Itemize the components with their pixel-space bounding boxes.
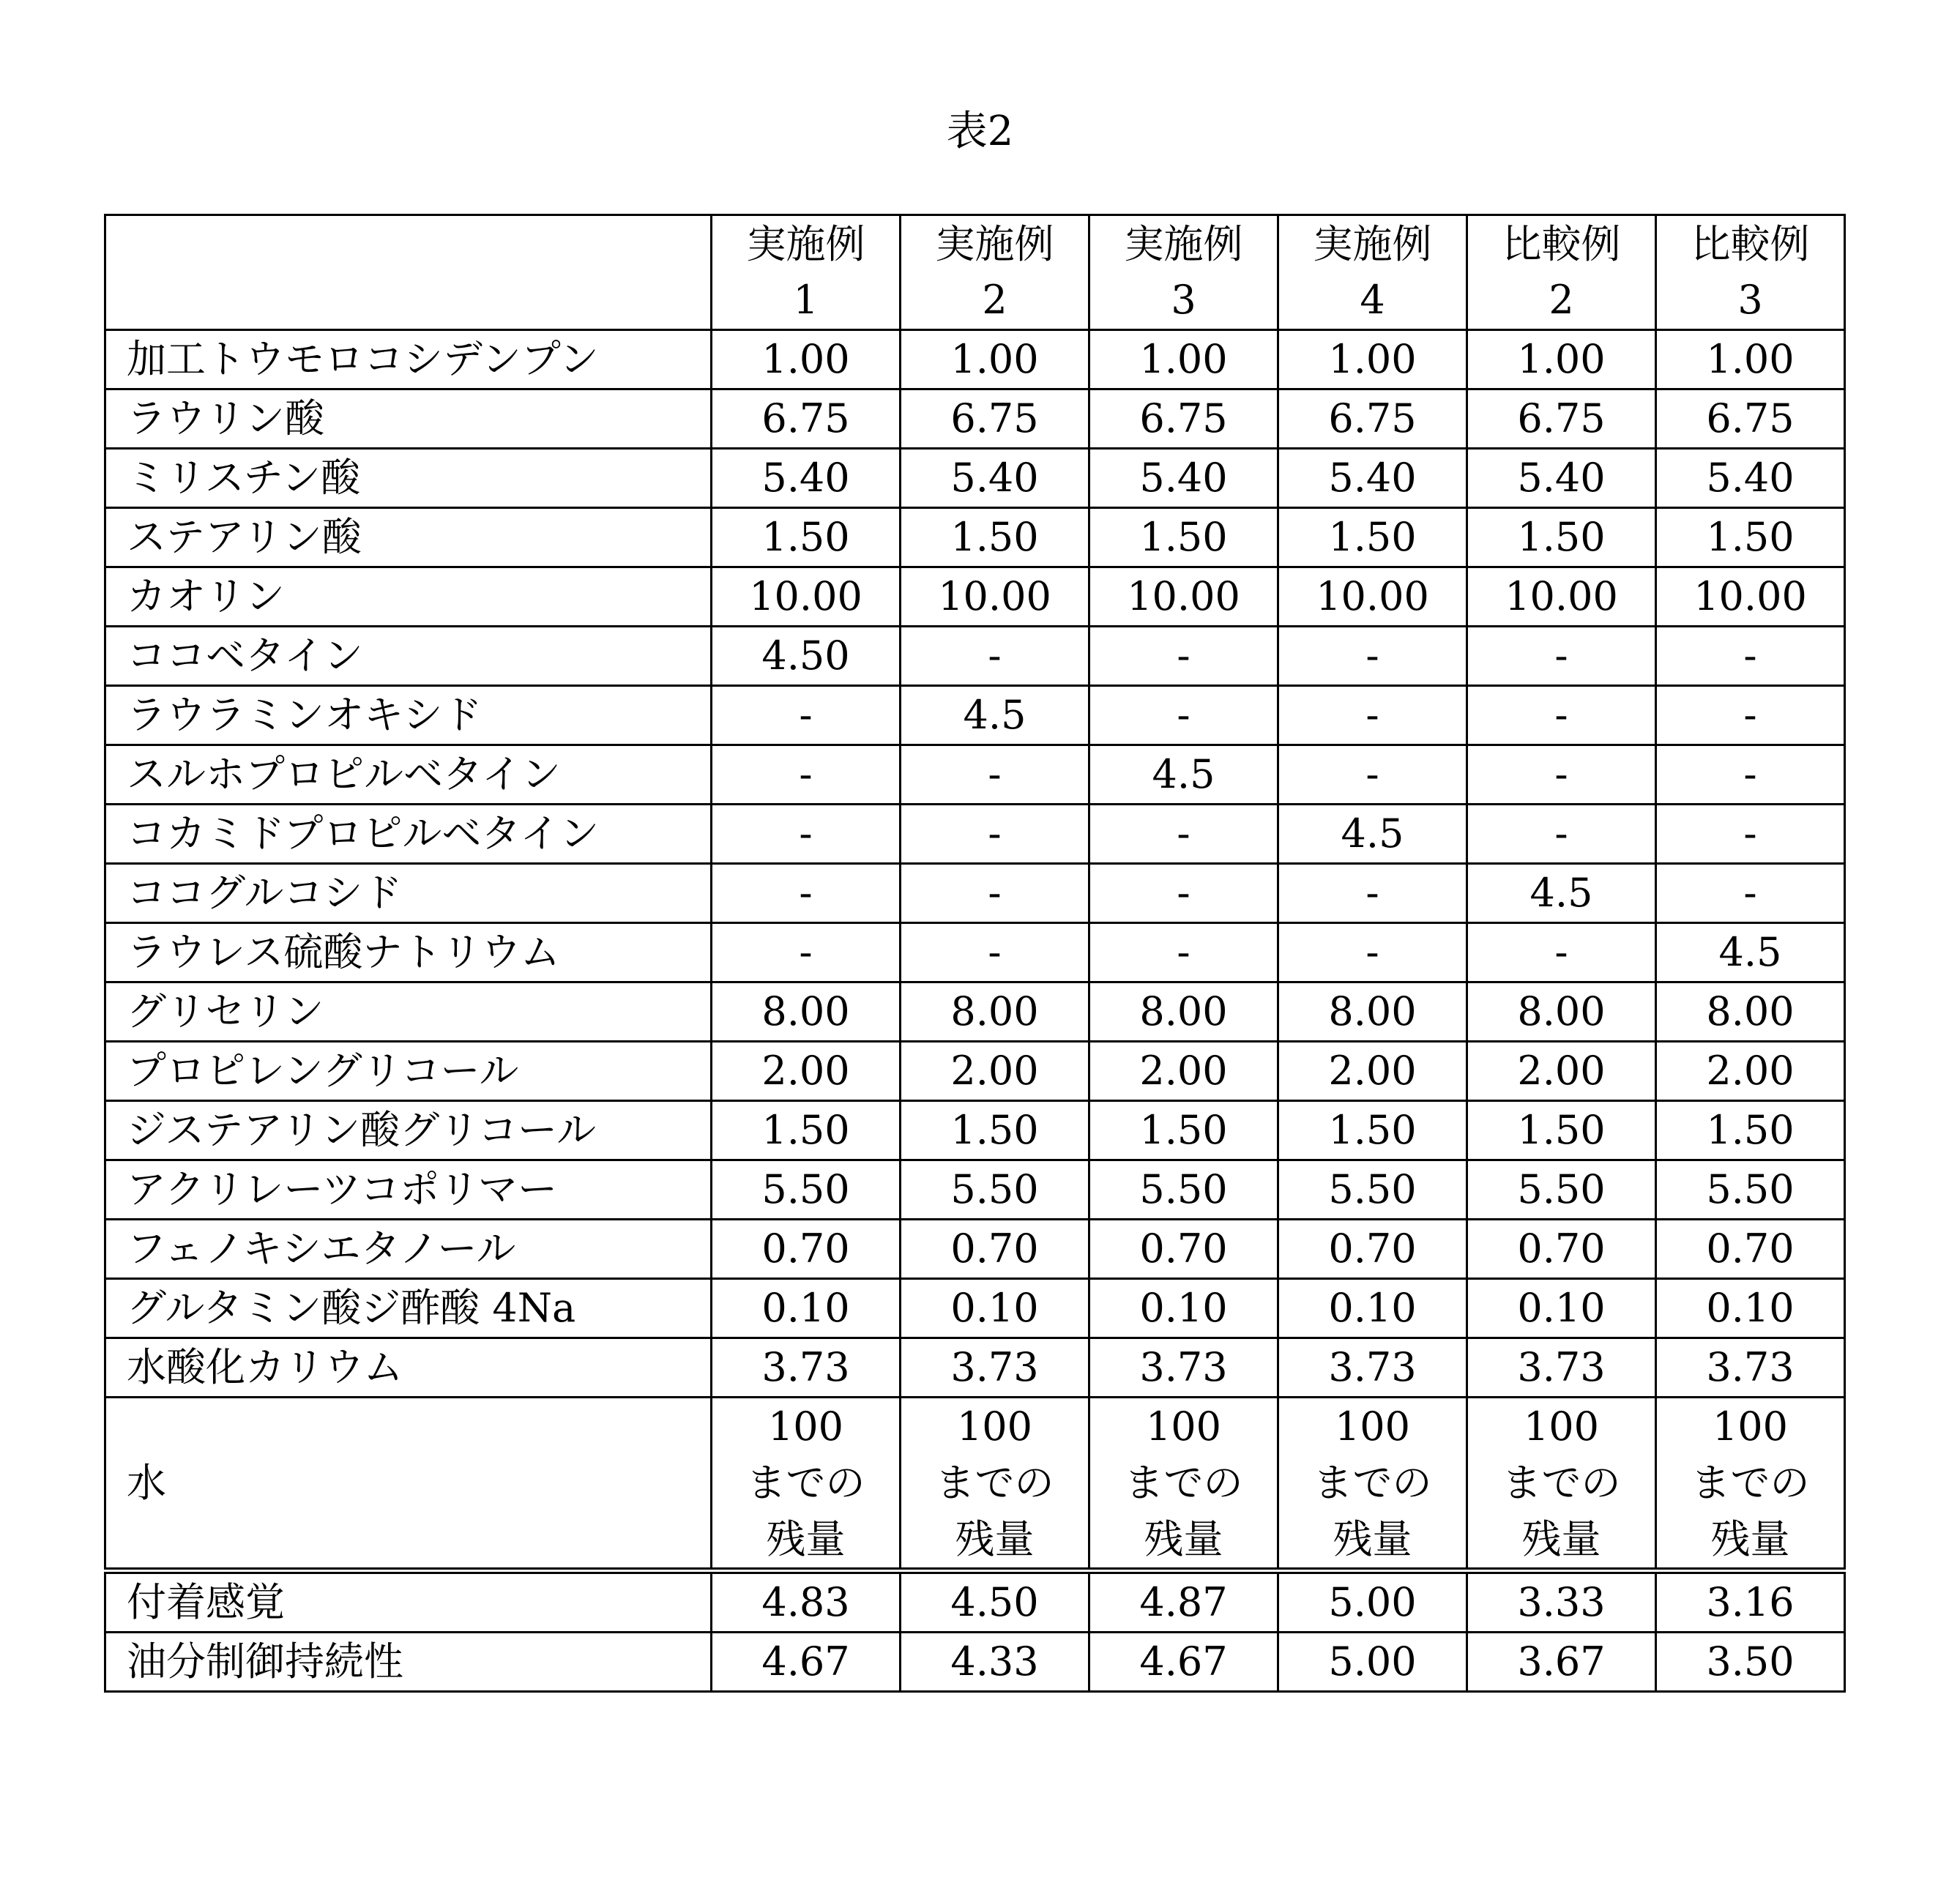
value-cell: - — [1656, 864, 1845, 923]
value-cell: 10.00 — [901, 567, 1089, 627]
value-cell: 2.00 — [1278, 1042, 1467, 1101]
value-cell: 4.5 — [1089, 745, 1278, 805]
result-row — [105, 1633, 1845, 1692]
column-header-number: 3 — [1737, 277, 1763, 323]
value-cell: 4.87 — [1089, 1571, 1278, 1633]
value-cell: - — [901, 745, 1089, 805]
row-label: 付着感覚 — [105, 1571, 712, 1633]
ingredient-row — [105, 982, 1845, 1042]
value-cell: 1.50 — [712, 508, 901, 567]
ingredient-row — [105, 1042, 1845, 1101]
water-value-line2: までの — [1691, 1460, 1810, 1506]
value-cell: 1.00 — [901, 330, 1089, 389]
ingredient-row — [105, 1220, 1845, 1279]
value-cell: 1.50 — [1278, 508, 1467, 567]
value-cell: 0.10 — [901, 1279, 1089, 1338]
ingredient-row — [105, 864, 1845, 923]
value-cell: 5.50 — [712, 1160, 901, 1220]
value-cell: - — [1467, 923, 1656, 982]
value-cell: 2.00 — [901, 1042, 1089, 1101]
value-cell: - — [712, 745, 901, 805]
water-value-line1: 100 — [1334, 1403, 1411, 1450]
value-cell: 0.10 — [712, 1279, 901, 1338]
column-header — [1467, 215, 1656, 330]
value-cell: 1.00 — [1278, 330, 1467, 389]
value-cell: 2.00 — [712, 1042, 901, 1101]
value-cell: 5.40 — [1656, 449, 1845, 508]
column-header-type: 比較例 — [1502, 221, 1621, 267]
row-label: フェノキシエタノール — [105, 1220, 712, 1279]
value-cell: 0.70 — [1089, 1220, 1278, 1279]
value-cell: - — [712, 686, 901, 745]
value-cell: 1.50 — [1467, 1101, 1656, 1160]
value-cell: 4.83 — [712, 1571, 901, 1633]
value-cell: 3.16 — [1656, 1571, 1845, 1633]
value-cell: - — [1278, 686, 1467, 745]
water-value-line3: 残量 — [1333, 1516, 1412, 1562]
value-cell: - — [1089, 923, 1278, 982]
column-header-number: 4 — [1360, 277, 1385, 323]
value-cell: 5.00 — [1278, 1633, 1467, 1692]
value-cell: 10.00 — [1467, 567, 1656, 627]
value-cell: 0.70 — [1656, 1220, 1845, 1279]
row-label: カオリン — [105, 567, 712, 627]
value-cell: 1.50 — [1089, 1101, 1278, 1160]
water-value-cell — [901, 1398, 1089, 1571]
value-cell: - — [1467, 686, 1656, 745]
value-cell: 6.75 — [1089, 389, 1278, 449]
value-cell: 10.00 — [1278, 567, 1467, 627]
value-cell: 8.00 — [1089, 982, 1278, 1042]
column-header-type: 実施例 — [935, 221, 1054, 267]
value-cell: 4.5 — [1278, 805, 1467, 864]
ingredient-row — [105, 745, 1845, 805]
ingredient-row — [105, 686, 1845, 745]
value-cell: - — [1467, 745, 1656, 805]
value-cell: 5.50 — [1278, 1160, 1467, 1220]
value-cell: - — [1089, 805, 1278, 864]
value-cell: - — [1656, 805, 1845, 864]
water-value-line2: までの — [1502, 1460, 1621, 1506]
column-header — [1278, 215, 1467, 330]
value-cell: 1.00 — [1089, 330, 1278, 389]
ingredient-row — [105, 1160, 1845, 1220]
column-header-number: 2 — [1549, 277, 1574, 323]
value-cell: 3.73 — [1278, 1338, 1467, 1398]
value-cell: - — [901, 627, 1089, 686]
column-header-number: 3 — [1171, 277, 1196, 323]
water-value-line1: 100 — [1145, 1403, 1222, 1450]
value-cell: 5.50 — [1089, 1160, 1278, 1220]
value-cell: 0.70 — [1467, 1220, 1656, 1279]
value-cell: - — [712, 805, 901, 864]
formulation-table — [104, 214, 1846, 1693]
value-cell: 5.40 — [1467, 449, 1656, 508]
column-header-type: 実施例 — [746, 221, 865, 267]
value-cell: 10.00 — [712, 567, 901, 627]
value-cell: 2.00 — [1467, 1042, 1656, 1101]
value-cell: - — [1278, 745, 1467, 805]
water-value-cell — [1467, 1398, 1656, 1571]
value-cell: 8.00 — [1656, 982, 1845, 1042]
ingredient-row — [105, 1338, 1845, 1398]
value-cell: 0.70 — [901, 1220, 1089, 1279]
row-label: グリセリン — [105, 982, 712, 1042]
header-row — [105, 215, 1845, 330]
water-value-line1: 100 — [767, 1403, 844, 1450]
value-cell: 8.00 — [712, 982, 901, 1042]
water-row — [105, 1398, 1845, 1571]
water-value-cell — [1089, 1398, 1278, 1571]
ingredient-row — [105, 923, 1845, 982]
value-cell: 4.67 — [1089, 1633, 1278, 1692]
value-cell: 1.50 — [1278, 1101, 1467, 1160]
value-cell: 0.10 — [1467, 1279, 1656, 1338]
value-cell: 0.10 — [1278, 1279, 1467, 1338]
value-cell: 4.5 — [1467, 864, 1656, 923]
value-cell: 8.00 — [1278, 982, 1467, 1042]
row-label: コカミドプロピルベタイン — [105, 805, 712, 864]
row-label: 油分制御持続性 — [105, 1633, 712, 1692]
value-cell: 5.50 — [901, 1160, 1089, 1220]
value-cell: 6.75 — [1467, 389, 1656, 449]
water-value-line2: までの — [1313, 1460, 1432, 1506]
row-label: ジステアリン酸グリコール — [105, 1101, 712, 1160]
water-value-line3: 残量 — [766, 1516, 846, 1562]
value-cell: - — [1656, 745, 1845, 805]
water-value-line1: 100 — [956, 1403, 1033, 1450]
value-cell: - — [712, 864, 901, 923]
ingredient-row — [105, 805, 1845, 864]
row-label: スルホプロピルベタイン — [105, 745, 712, 805]
water-value-line3: 残量 — [1710, 1516, 1790, 1562]
value-cell: 4.50 — [712, 627, 901, 686]
value-cell: 3.73 — [1467, 1338, 1656, 1398]
water-value-line3: 残量 — [1144, 1516, 1223, 1562]
value-cell: 0.70 — [712, 1220, 901, 1279]
column-header — [712, 215, 901, 330]
row-label: 加工トウモロコシデンプン — [105, 330, 712, 389]
ingredient-row — [105, 1279, 1845, 1338]
column-header — [1656, 215, 1845, 330]
value-cell: 4.50 — [901, 1571, 1089, 1633]
value-cell: - — [901, 923, 1089, 982]
row-label: ステアリン酸 — [105, 508, 712, 567]
value-cell: - — [901, 805, 1089, 864]
value-cell: 3.73 — [901, 1338, 1089, 1398]
value-cell: 4.33 — [901, 1633, 1089, 1692]
row-label: ココベタイン — [105, 627, 712, 686]
value-cell: - — [1467, 627, 1656, 686]
value-cell: 3.73 — [1656, 1338, 1845, 1398]
ingredient-row — [105, 449, 1845, 508]
ingredient-row — [105, 508, 1845, 567]
water-value-cell — [712, 1398, 901, 1571]
value-cell: 5.40 — [712, 449, 901, 508]
value-cell: 3.67 — [1467, 1633, 1656, 1692]
water-value-line2: までの — [746, 1460, 865, 1506]
ingredient-row — [105, 389, 1845, 449]
value-cell: 0.70 — [1278, 1220, 1467, 1279]
water-value-line2: までの — [935, 1460, 1054, 1506]
water-value-line3: 残量 — [955, 1516, 1035, 1562]
ingredient-row — [105, 1101, 1845, 1160]
value-cell: 1.50 — [901, 1101, 1089, 1160]
result-row — [105, 1571, 1845, 1633]
value-cell: 1.00 — [1656, 330, 1845, 389]
water-value-cell — [1656, 1398, 1845, 1571]
value-cell: 10.00 — [1089, 567, 1278, 627]
value-cell: 6.75 — [712, 389, 901, 449]
value-cell: 3.73 — [1089, 1338, 1278, 1398]
value-cell: 5.00 — [1278, 1571, 1467, 1633]
value-cell: 1.50 — [901, 508, 1089, 567]
value-cell: 1.50 — [1656, 1101, 1845, 1160]
value-cell: 3.73 — [712, 1338, 901, 1398]
row-label: 水 — [105, 1398, 712, 1571]
value-cell: 10.00 — [1656, 567, 1845, 627]
water-value-cell — [1278, 1398, 1467, 1571]
column-header-number: 2 — [982, 277, 1007, 323]
value-cell: 5.40 — [1278, 449, 1467, 508]
value-cell: 2.00 — [1656, 1042, 1845, 1101]
column-header-number: 1 — [793, 277, 819, 323]
value-cell: - — [1089, 864, 1278, 923]
row-label: ココグルコシド — [105, 864, 712, 923]
row-label: ラウラミンオキシド — [105, 686, 712, 745]
value-cell: - — [1089, 686, 1278, 745]
value-cell: 4.67 — [712, 1633, 901, 1692]
value-cell: 6.75 — [901, 389, 1089, 449]
row-label: 水酸化カリウム — [105, 1338, 712, 1398]
row-label: プロピレングリコール — [105, 1042, 712, 1101]
water-value-line2: までの — [1124, 1460, 1243, 1506]
value-cell: 4.5 — [1656, 923, 1845, 982]
row-label: グルタミン酸ジ酢酸 4Na — [105, 1279, 712, 1338]
value-cell: 3.50 — [1656, 1633, 1845, 1692]
value-cell: 1.50 — [712, 1101, 901, 1160]
value-cell: 5.50 — [1467, 1160, 1656, 1220]
column-header-type: 実施例 — [1124, 221, 1243, 267]
ingredient-row — [105, 627, 1845, 686]
value-cell: - — [1656, 686, 1845, 745]
value-cell: 5.40 — [1089, 449, 1278, 508]
value-cell: - — [1467, 805, 1656, 864]
value-cell: 8.00 — [901, 982, 1089, 1042]
value-cell: 2.00 — [1089, 1042, 1278, 1101]
water-value-line3: 残量 — [1521, 1516, 1601, 1562]
value-cell: 0.10 — [1656, 1279, 1845, 1338]
value-cell: 8.00 — [1467, 982, 1656, 1042]
value-cell: 5.50 — [1656, 1160, 1845, 1220]
value-cell: 1.00 — [1467, 330, 1656, 389]
value-cell: - — [901, 864, 1089, 923]
column-header-type: 比較例 — [1691, 221, 1810, 267]
value-cell: - — [1089, 627, 1278, 686]
value-cell: 6.75 — [1278, 389, 1467, 449]
row-label: アクリレーツコポリマー — [105, 1160, 712, 1220]
value-cell: 1.00 — [712, 330, 901, 389]
header-corner-cell — [105, 215, 712, 330]
column-header — [901, 215, 1089, 330]
row-label: ラウレス硫酸ナトリウム — [105, 923, 712, 982]
value-cell: 1.50 — [1656, 508, 1845, 567]
value-cell: - — [1278, 923, 1467, 982]
column-header — [1089, 215, 1278, 330]
value-cell: 3.33 — [1467, 1571, 1656, 1633]
water-value-line1: 100 — [1523, 1403, 1600, 1450]
row-label: ラウリン酸 — [105, 389, 712, 449]
value-cell: - — [1278, 627, 1467, 686]
value-cell: - — [1278, 864, 1467, 923]
value-cell: - — [712, 923, 901, 982]
value-cell: 6.75 — [1656, 389, 1845, 449]
value-cell: 4.5 — [901, 686, 1089, 745]
value-cell: - — [1656, 627, 1845, 686]
value-cell: 0.10 — [1089, 1279, 1278, 1338]
ingredient-row — [105, 330, 1845, 389]
table-title: 表2 — [946, 108, 1014, 155]
ingredient-row — [105, 567, 1845, 627]
water-value-line1: 100 — [1712, 1403, 1789, 1450]
row-label: ミリスチン酸 — [105, 449, 712, 508]
column-header-type: 実施例 — [1313, 221, 1432, 267]
value-cell: 1.50 — [1089, 508, 1278, 567]
value-cell: 1.50 — [1467, 508, 1656, 567]
value-cell: 5.40 — [901, 449, 1089, 508]
